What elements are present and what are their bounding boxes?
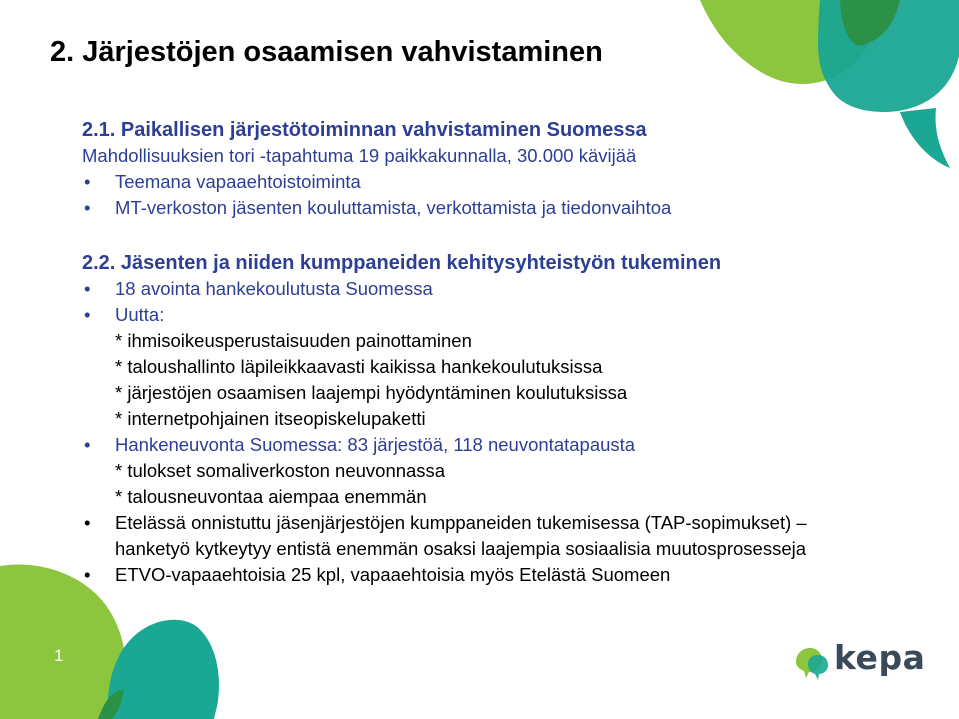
sub-item: * internetpohjainen itseopiskelupaketti — [115, 408, 426, 429]
section-1-heading: 2.1. Paikallisen järjestötoiminnan vahvistaminen Suomessa — [82, 119, 647, 141]
bullet-continuation: hanketyö kytkeytyy entistä enemmän osaksi laajempia sosiaalisia muutosprosesseja — [115, 538, 807, 559]
section-2-bullet: • ETVO-vapaaehtoisia 25 kpl, vapaaehtoisia myös Etelästä Suomeen — [82, 562, 942, 588]
section-2-heading: 2.2. Jäsenten ja niiden kumppaneiden kehitysyhteistyön tukeminen — [82, 252, 722, 274]
slide-content — [82, 117, 942, 588]
page-number: 1 — [54, 646, 64, 665]
section-2-bullet: • Hankeneuvonta Suomessa: 83 järjestöä, 118 neuvontatapausta — [82, 432, 942, 458]
slide-title: 2. Järjestöjen osaamisen vahvistaminen — [50, 36, 603, 68]
section-2-bullet: • Uutta: — [82, 302, 942, 328]
section-2-bullet: • 18 avointa hankekoulutusta Suomessa — [82, 276, 942, 302]
kepa-logo — [792, 638, 926, 684]
section-1-intro: Mahdollisuuksien tori -tapahtuma 19 paikkakunnalla, 30.000 kävijää — [82, 145, 637, 166]
bubble-teal-bottom — [108, 620, 219, 719]
section-1-bullet: • MT-verkoston jäsenten kouluttamista, verkottamista ja tiedonvaihtoa — [82, 195, 942, 221]
sub-item: * talousneuvontaa aiempaa enemmän — [115, 486, 427, 507]
sub-item: * taloushallinto läpileikkaavasti kaikissa hankekoulutuksissa — [115, 356, 603, 377]
sub-item: * tulokset somaliverkoston neuvonnassa — [115, 460, 446, 481]
sub-item: * järjestöjen osaamisen laajempi hyödyntäminen koulutuksissa — [115, 382, 628, 403]
speech-bubbles-icon — [792, 644, 832, 684]
sub-item: * ihmisoikeusperustaisuuden painottaminen — [115, 330, 472, 351]
logo-text: kepa — [834, 638, 926, 677]
section-2-bullet: • Etelässä onnistuttu jäsenjärjestöjen kumppaneiden tukemisessa (TAP-sopimukset) – — [82, 510, 942, 536]
section-1-bullet: • Teemana vapaaehtoistoiminta — [82, 169, 942, 195]
